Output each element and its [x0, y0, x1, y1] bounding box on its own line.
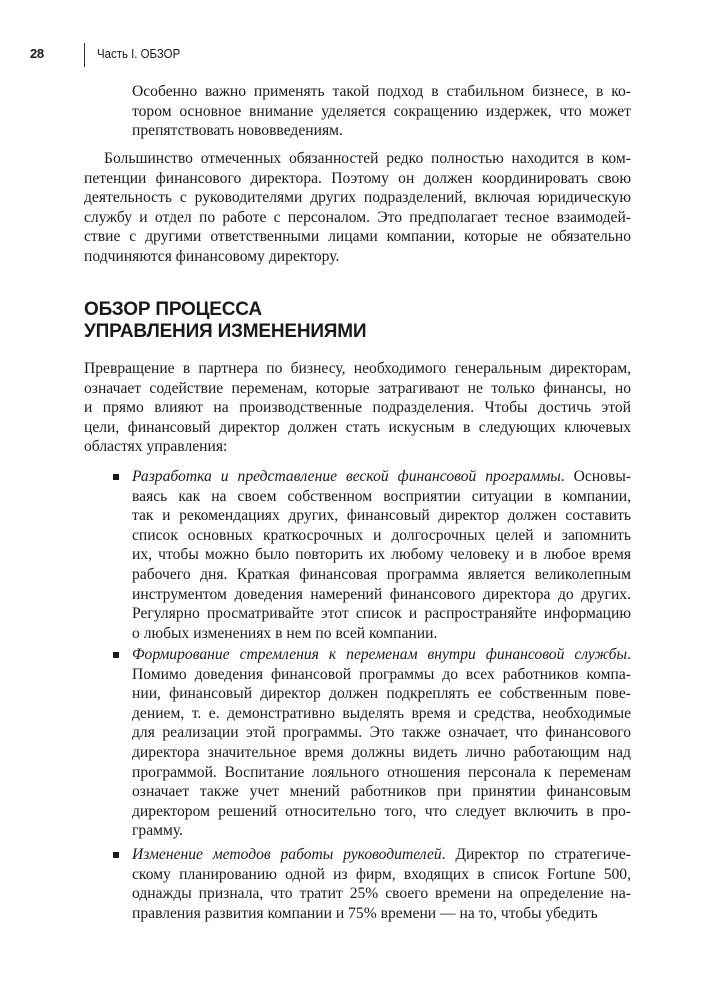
- text-span: . Директор по стратегиче-: [441, 846, 632, 863]
- bullet-item: [132, 467, 631, 643]
- text-line: Регулярно просматривайте этот список и распространяйте информацию: [132, 605, 631, 623]
- text-line: деятельность с руководителями других подразделений, включая юридическую: [84, 189, 631, 207]
- text-line: [132, 645, 631, 665]
- bullet-title: Разработка и представление веской финансовой программы: [132, 468, 561, 485]
- text-line: Особенно важно применять такой подход в стабильном бизнесе, в ко-: [132, 83, 631, 100]
- text-line: [132, 467, 631, 487]
- bullet-square-icon: [113, 474, 119, 480]
- text-line: Превращение в партнера по бизнесу, необходимого генеральным директорам,: [84, 360, 631, 377]
- bullet-square-icon: [113, 652, 119, 658]
- text-line: инструментом доведения намерений финансового директора до других.: [132, 585, 631, 603]
- text-line: рабочего дня. Краткая финансовая программа является великолепным: [132, 565, 631, 583]
- text-line: тором основное внимание уделяется сокращению издержек, что может: [132, 102, 631, 120]
- text-line: ваясь как на своем собственном восприятии ситуации в компании,: [132, 487, 631, 505]
- indented-quote: [132, 82, 631, 141]
- text-line: [132, 845, 631, 865]
- text-line: петенции финансового директора. Поэтому он должен координировать свою: [84, 169, 631, 187]
- bullet-item: [132, 645, 631, 841]
- text-line: грамму.: [132, 822, 183, 840]
- text-line: означает содействие переменам, которые затрагивают не только финансы, но: [84, 379, 631, 397]
- text-line: службу и отдел по работе с персоналом. Это предполагает тесное взаимодей-: [84, 208, 631, 226]
- text-line: означает также учет мнений работников при принятии финансовым: [132, 783, 631, 801]
- text-line: областях управления:: [84, 438, 228, 456]
- page-number: 28: [30, 46, 44, 61]
- text-line: о любых изменениях в нем по всей компании.: [132, 624, 438, 642]
- bullet-title: Формирование стремления к переменам внутри финансовой службы: [132, 646, 628, 663]
- text-line: нии, финансовый директор должен подкреплять ее собственным пове-: [132, 685, 631, 703]
- section-heading: [84, 299, 366, 343]
- text-line: для реализации этой программы. Это также означает, что финансового: [132, 724, 631, 742]
- running-header-part: Часть I. ОБЗОР: [97, 46, 181, 61]
- text-line: однажды признала, что тратит 25% своего времени на определение на-: [132, 885, 631, 903]
- text-line: ствие с другими ответственными лицами компании, которые не обязательно: [84, 228, 631, 246]
- text-line: так и рекомендациях других, финансовый директор должен составить: [132, 507, 631, 525]
- text-line: список основных краткосрочных и долгосрочных целей и запомнить: [132, 526, 631, 544]
- text-line: подчиняются финансовому директору.: [84, 247, 340, 265]
- bullet-item: [132, 845, 631, 923]
- text-line: программой. Воспитание лояльного отношения персонала к переменам: [132, 763, 631, 781]
- text-line: директором решений относительно того, что следует включить в про-: [132, 802, 631, 820]
- text-line: и прямо влияют на производственные подразделения. Чтобы достичь этой: [84, 399, 631, 417]
- text-line: Большинство отмеченных обязанностей редко полностью находится в ком-: [104, 150, 631, 167]
- text-line: Помимо доведения финансовой программы до всех работников компа-: [132, 665, 631, 683]
- text-line: цели, финансовый директор должен стать искусным в следующих ключевых: [84, 418, 631, 436]
- text-line: препятствовать нововведениям.: [132, 122, 343, 140]
- heading-line: ОБЗОР ПРОЦЕССА: [84, 299, 262, 320]
- heading-line: УПРАВЛЕНИЯ ИЗМЕНЕНИЯМИ: [84, 321, 367, 342]
- text-span: . Основы-: [560, 468, 631, 485]
- text-line: правления развития компании и 75% времени — на то, чтобы убедить: [132, 904, 598, 922]
- bullet-square-icon: [113, 852, 119, 858]
- header-divider: [84, 43, 85, 67]
- text-line: директора значительное время должны видеть лично работающим над: [132, 743, 631, 761]
- text-line: дением, т. е. демонстративно выделять время и средства, необходимые: [132, 704, 631, 722]
- text-line: скому планированию одной из фирм, входящих в список Fortune 500,: [132, 865, 631, 883]
- paragraph: [84, 359, 631, 457]
- text-span: .: [627, 646, 631, 663]
- text-line: их, чтобы можно было повторить их любому человеку и в любое время: [132, 546, 631, 564]
- bullet-title: Изменение методов работы руководителей: [132, 846, 442, 863]
- paragraph: [84, 149, 631, 267]
